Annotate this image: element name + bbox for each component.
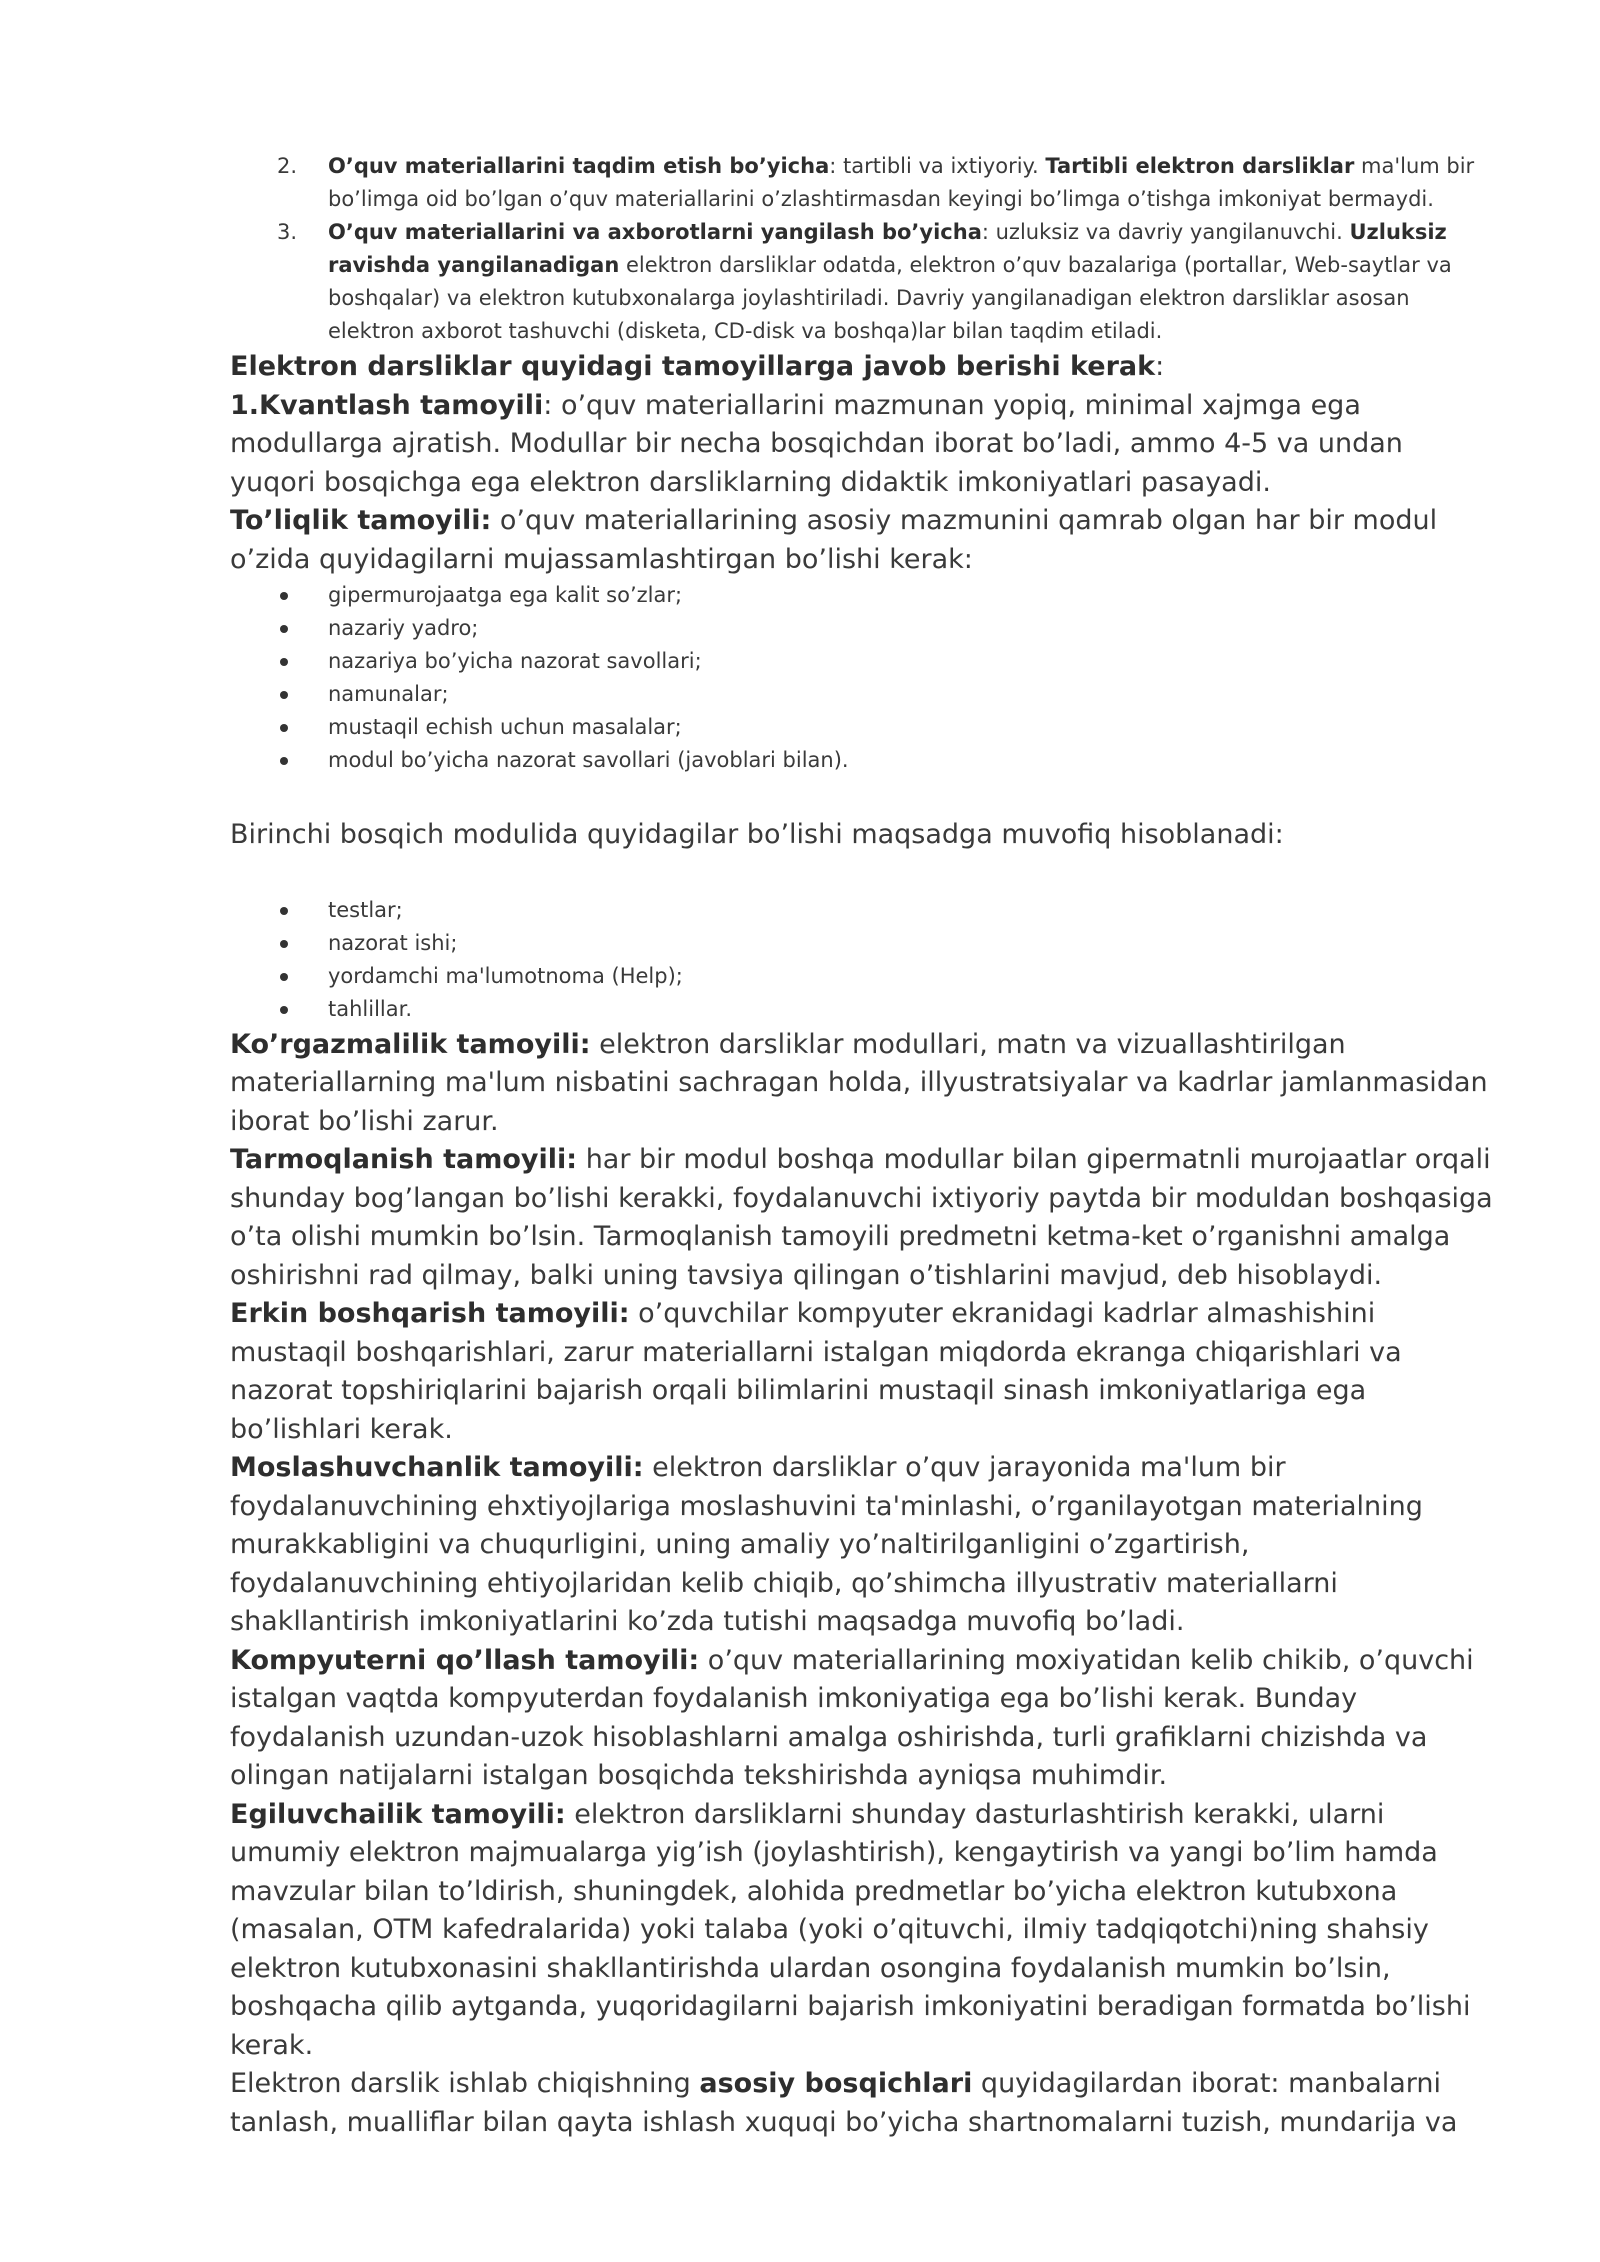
body-text: : tartibli va ixtiyoriy. bbox=[829, 154, 1046, 178]
principle-title: Moslashuvchanlik tamoyili: bbox=[230, 1452, 644, 1483]
development-stages bbox=[230, 2065, 1495, 2142]
bold-term: Uzluksiz ravishda yangilanadigan bbox=[328, 220, 1447, 277]
principle-erkin-boshqarish bbox=[230, 1295, 1495, 1449]
first-stage-intro: Birinchi bosqich modulida quyidagilar bo’lishi maqsadga muvofiq hisoblanadi: bbox=[230, 819, 1284, 850]
principle-title: Egiluvchailik tamoyili: bbox=[230, 1798, 566, 1830]
heading-bold: Elektron darsliklar quyidagi tamoyillarga javob berishi kerak bbox=[230, 351, 1156, 382]
principle-title: Ko’rgazmalilik tamoyili: bbox=[230, 1028, 591, 1060]
principle-egiluvchailik bbox=[230, 1796, 1495, 2066]
bold-term: O’quv materiallarini taqdim etish bo’yicha bbox=[328, 154, 830, 178]
principle-text: o’quvchilar kompyuter ekranidagi kadrlar almashishini mustaqil boshqarishlari, zarur materiallarni istalgan miqdorda ekranga chiqarishlari va nazorat topshiriqlarini bajarish orqali bilimlarini mustaqil sinash imkoniyatlariga ega bo’lishlari kerak. bbox=[230, 1298, 1402, 1445]
stages-text: quyidagilardan iborat: manbalarni tanlash, mualliflar bilan qayta ishlash xuquqi bo’yicha shartnomalarni tuzish, mundarija va bbox=[230, 2068, 1458, 2138]
list-item bbox=[230, 894, 1495, 927]
principle-tarmoqlanish bbox=[230, 1141, 1495, 1295]
list-item bbox=[230, 612, 1495, 645]
principle-text: : o’quv materiallarini mazmunan yopiq, minimal xajmga ega modullarga ajratish. Modullar bir necha bosqichdan iborat bo’ladi, ammo 4-5 va undan yuqori bosqichga ega elektron darsliklarning didaktik imkoniyatlari pasayadi. bbox=[230, 389, 1403, 498]
list-item-text: tahlillar. bbox=[328, 996, 412, 1021]
list-item-text: nazariya bo’yicha nazorat savollari; bbox=[328, 649, 702, 673]
bullet-icon bbox=[280, 973, 288, 981]
bullet-icon bbox=[280, 757, 288, 765]
body-text: : uzluksiz va davriy yangilanuvchi. bbox=[981, 220, 1350, 244]
principle-moslashuvchanlik bbox=[230, 1449, 1495, 1642]
heading-rest: : bbox=[1155, 351, 1165, 382]
principle-korgazmalilik bbox=[230, 1026, 1495, 1142]
bullet-icon bbox=[280, 907, 288, 915]
bullet-icon bbox=[280, 625, 288, 633]
principles-heading bbox=[230, 348, 1495, 387]
principle-text: elektron darsliklar o’quv jarayonida ma'lum bir foydalanuvchining ehxtiyojlariga moslashuvini ta'minlashi, o’rganilayotgan materialning murakkabligini va chuqurligini, uning amaliy yo’naltirilganligini o’zgartirish, foydalanuvchining ehtiyojlaridan kelib chiqib, qo’shimcha illyustrativ materiallarni shakllantirish imkoniyatlarini ko’zda tutishi maqsadga muvofiq bo’ladi. bbox=[230, 1452, 1423, 1637]
principle-text: o’quv materiallarining moxiyatidan kelib chikib, o’quvchi istalgan vaqtda kompyuterdan foydalanish imkoniyatiga ega bo’lishi kerak. Bunday foydalanish uzundan-uzok hisoblashlarni amalga oshirishda, turli grafiklarni chizishda va olingan natijalarni istalgan bosqichda tekshirishda ayniqsa muhimdir. bbox=[230, 1644, 1474, 1791]
principle-title: Erkin boshqarish tamoyili: bbox=[230, 1298, 630, 1329]
numbered-item-2 bbox=[230, 150, 1495, 216]
list-item-text: nazariy yadro; bbox=[328, 616, 479, 640]
stages-pre: Elektron darslik ishlab chiqishning bbox=[230, 2068, 700, 2099]
list-item bbox=[230, 579, 1495, 612]
principle-text: elektron darsliklar modullari, matn va vizuallashtirilgan materiallarning ma'lum nisbatini sachragan holda, illyustratsiyalar va kadrlar jamlanmasidan iborat bo’lishi zarur. bbox=[230, 1028, 1488, 1137]
list-item-text: testlar; bbox=[328, 897, 403, 922]
body-text: elektron darsliklar odatda, elektron o’quv bazalariga (portallar, Web-saytlar va boshqalar) va elektron kutubxonalarga joylashtiriladi. Davriy yangilanadigan elektron darsliklar asosan elektron axborot tashuvchi (disketa, CD-disk va boshqa)lar bilan taqdim etiladi. bbox=[328, 253, 1452, 343]
bold-term: O’quv materiallarini va axborotlarni yangilash bo’yicha bbox=[328, 220, 982, 244]
module-components-list bbox=[230, 579, 1495, 777]
spacer bbox=[230, 777, 1495, 816]
stages-bold: asosiy bosqichlari bbox=[699, 2068, 973, 2099]
list-item-text: nazorat ishi; bbox=[328, 930, 458, 955]
list-item-text: yordamchi ma'lumotnoma (Help); bbox=[328, 963, 683, 988]
list-item bbox=[230, 645, 1495, 678]
principle-text: elektron darsliklarni shunday dasturlashtirish kerakki, ularni umumiy elektron majmualarga yig’ish (joylashtirish), kengaytirish va yangi bo’lim hamda mavzular bilan to’ldirish, shuningdek, alohida predmetlar bo’yicha elektron kutubxona (masalan, OTM kafedralarida) yoki talaba (yoki o’qituvchi, ilmiy tadqiqotchi)ning shahsiy elektron kutubxonasini shakllantirishda ulardan osongina foydalanish mumkin bo’lsin, boshqacha qilib aytganda, yuqoridagilarni bajarish imkoniyatini beradigan formatda bo’lishi kerak. bbox=[230, 1798, 1471, 2061]
principle-title: Kompyuterni qo’llash tamoyili: bbox=[230, 1644, 700, 1676]
list-item-text: gipermurojaatga ega kalit so’zlar; bbox=[328, 583, 683, 607]
principle-title: To’liqlik tamoyili: bbox=[230, 505, 492, 536]
list-item bbox=[230, 744, 1495, 777]
list-item-text: namunalar; bbox=[328, 682, 449, 706]
numbered-list bbox=[230, 150, 1495, 348]
bullet-icon bbox=[280, 658, 288, 666]
list-item bbox=[230, 678, 1495, 711]
principle-title: Tarmoqlanish tamoyili: bbox=[230, 1144, 578, 1175]
list-item-text: mustaqil echish uchun masalalar; bbox=[328, 715, 682, 739]
principle-toliqlik bbox=[230, 502, 1495, 579]
list-number: 3. bbox=[277, 220, 298, 244]
bullet-icon bbox=[280, 724, 288, 732]
list-item bbox=[230, 927, 1495, 960]
list-number: 2. bbox=[277, 154, 298, 178]
principle-title: 1.Kvantlash tamoyili bbox=[230, 389, 544, 421]
principle-kvantlash bbox=[230, 387, 1495, 503]
principle-text: o’quv materiallarining asosiy mazmunini qamrab olgan har bir modul o’zida quyidagilarni mujassamlashtirgan bo’lishi kerak: bbox=[230, 505, 1438, 575]
bullet-icon bbox=[280, 592, 288, 600]
bullet-icon bbox=[280, 1006, 288, 1014]
numbered-item-3 bbox=[230, 216, 1495, 348]
bullet-icon bbox=[280, 940, 288, 948]
bullet-icon bbox=[280, 691, 288, 699]
bold-term: Tartibli elektron darsliklar bbox=[1045, 154, 1355, 178]
principle-kompyuter bbox=[230, 1642, 1495, 1796]
list-item-text: modul bo’yicha nazorat savollari (javoblari bilan). bbox=[328, 748, 849, 772]
body-text: ma'lum bir bo’limga oid bo’lgan o’quv materiallarini o’zlashtirmasdan keyingi bo’limga o’tishga imkoniyat bermaydi. bbox=[328, 154, 1475, 211]
list-item bbox=[230, 960, 1495, 993]
first-stage-list bbox=[230, 894, 1495, 1026]
spacer bbox=[230, 855, 1495, 894]
list-item bbox=[230, 711, 1495, 744]
list-item bbox=[230, 993, 1495, 1026]
principle-text: har bir modul boshqa modullar bilan gipermatnli murojaatlar orqali shunday bog’langan bo’lishi kerakki, foydalanuvchi ixtiyoriy paytda bir moduldan boshqasiga o’ta olishi mumkin bo’lsin. Tarmoqlanish tamoyili predmetni ketma-ket o’rganishni amalga oshirishni rad qilmay, balki uning tavsiya qilingan o’tishlarini mavjud, deb hisoblaydi. bbox=[230, 1144, 1493, 1291]
